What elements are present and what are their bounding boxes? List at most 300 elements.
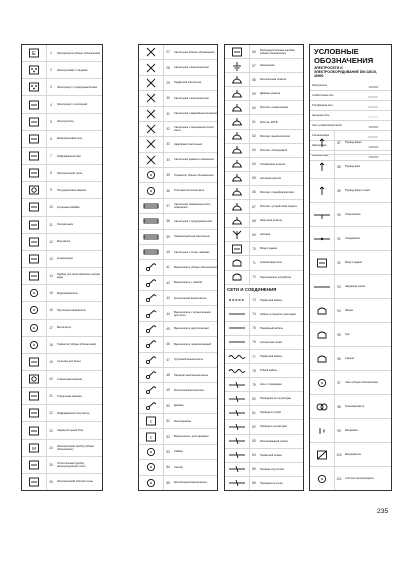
circle-line-icon (22, 302, 47, 318)
battery-icon (310, 419, 335, 442)
symbol-row (22, 62, 102, 79)
legend-subtitle: ЭЛЕКТРОСЕТИ И ЭЛЕКТРООБОРУДОВАНИЕ DIN 18015, 40900 (314, 66, 377, 78)
symbol-number: 45 (166, 326, 170, 331)
symbol-number: 17 (49, 325, 53, 330)
symbol-row (139, 168, 217, 183)
line-wave-icon (225, 364, 250, 377)
svg-text:t: t (150, 434, 152, 440)
symbol-label: Аккумуляторный блок (57, 429, 84, 433)
switch-icon (139, 291, 164, 305)
symbol-row (310, 155, 391, 179)
symbol-number: 27 (166, 50, 170, 55)
symbol-number: 33 (166, 142, 170, 147)
symbol-number: 15 (49, 291, 53, 296)
symbol-label: Морозилка (57, 240, 71, 244)
symbol-table-3 (225, 45, 303, 490)
symbol-number: 83 (252, 439, 256, 444)
line-dash-icon (225, 294, 250, 307)
svg-text:M: M (32, 445, 36, 451)
symbol-label: Провод вниз (345, 165, 361, 168)
line-icon (225, 322, 250, 335)
symbol-row (310, 443, 391, 467)
symbol-row (225, 59, 303, 73)
symbol-label: Выключатель двухполюсный (174, 327, 209, 331)
symbol-label: Аварийный светильник (174, 142, 202, 146)
symbol-number: 87 (337, 140, 341, 145)
symbol-number: 12 (49, 239, 53, 244)
symbol-label: Вход в здание (260, 247, 278, 251)
symbol-number: 5 (50, 119, 52, 124)
symbol-label: Провод вверх (345, 141, 362, 144)
speaker-icon (225, 256, 250, 269)
line-slash-icon (225, 435, 250, 448)
symbol-label: Розетка с блокировкой (260, 148, 288, 152)
symbol-column-2 (138, 44, 218, 491)
symbol-row (139, 153, 217, 168)
dimmer-icon (139, 399, 164, 413)
symbol-row (22, 96, 102, 113)
symbol-row (225, 101, 303, 115)
ground-icon (225, 59, 250, 72)
box-half-icon (22, 96, 47, 112)
symbol-number: 20 (49, 377, 53, 382)
symbol-row (22, 131, 102, 148)
symbol-number: 63 (252, 148, 256, 153)
symbol-row (225, 392, 303, 406)
box-snow-icon (22, 217, 47, 233)
symbol-number: 92 (337, 260, 341, 265)
symbol-row (22, 114, 102, 131)
symbol-row (225, 115, 303, 129)
symbol-row (225, 435, 303, 449)
symbol-number: 100 (336, 452, 342, 457)
symbol-row (139, 368, 217, 383)
symbol-number: 28 (166, 65, 170, 70)
symbol-row (139, 45, 217, 60)
symbol-label: Провода в штукатурке (260, 425, 287, 429)
symbol-label: Трансформатор (345, 405, 365, 408)
symbol-number: 97 (337, 380, 341, 385)
symbol-label: Водонагреватель (57, 291, 78, 295)
symbol-label: Проводка по стене (260, 481, 283, 485)
symbol-label: Подвесной кабель (260, 355, 283, 359)
symbol-number: 71 (252, 260, 256, 265)
symbol-number: 42 (166, 280, 170, 285)
line-slash-icon (225, 449, 250, 462)
symbol-label: Вентилятор (57, 326, 72, 330)
circle-dot-icon (139, 460, 164, 474)
symbol-number: 70 (252, 246, 256, 251)
symbol-row (22, 405, 102, 422)
symbol-label: Светильник с пятью лампами (174, 250, 210, 254)
arrow-up-icon (310, 131, 335, 154)
symbol-row (310, 371, 391, 395)
box-circle-icon (22, 182, 47, 198)
symbol-row (139, 414, 217, 429)
transformer-icon (310, 395, 335, 418)
section-heading-networks: СЕТИ И СОЕДИНЕНИЯ (227, 286, 277, 292)
symbol-label: Инфракрасный излучатель (57, 411, 90, 415)
symbol-number: 53 (166, 449, 170, 454)
symbol-row (139, 429, 217, 444)
symbol-label: Розетка с трансформатором (260, 190, 295, 194)
symbol-number: 66 (252, 190, 256, 195)
bell-icon (310, 299, 335, 322)
symbol-number: 16 (49, 308, 53, 313)
symbol-label: Светильник с выключателем (174, 96, 209, 100)
symbol-number: 82 (252, 424, 256, 429)
symbol-label: Электрошкаф с гнёздами (57, 68, 88, 72)
legend-label: Электросеть (312, 84, 328, 87)
symbol-row (225, 87, 303, 101)
socket-icon (225, 73, 250, 86)
socket-icon (225, 115, 250, 128)
symbol-label: Кухонный комбайн (57, 205, 80, 209)
lamp-x-icon (139, 45, 164, 59)
symbol-label: Гибкий кабель (260, 369, 278, 373)
symbol-row (139, 122, 217, 137)
siren-icon (310, 347, 335, 370)
symbol-label: Сирена (345, 357, 355, 360)
symbol-row (139, 76, 217, 91)
symbol-label: Светильник с выключателем (174, 66, 209, 70)
symbol-row (139, 199, 217, 214)
symbol-number: 21 (49, 394, 53, 399)
symbol-row (22, 182, 102, 199)
line-slash-icon (225, 392, 250, 405)
socket-icon (225, 172, 250, 185)
symbol-row (310, 347, 391, 371)
spot-icon (139, 183, 164, 197)
symbol-number: 13 (49, 256, 53, 261)
symbol-number: 84 (252, 453, 256, 458)
symbol-label: Инфракрасный свет (57, 154, 82, 158)
legend-label: Сеть громкоговорителей (312, 124, 342, 127)
arrow-down-icon (310, 155, 335, 178)
symbol-row (310, 203, 391, 227)
symbol-row (139, 306, 217, 321)
circle-icon (22, 285, 47, 301)
symbol-row (225, 364, 303, 378)
symbol-label: Антенная розетка (260, 176, 282, 180)
symbol-number: 23 (49, 428, 53, 433)
symbol-number: 8 (50, 171, 52, 176)
legend-label: Телефонная сеть (312, 104, 333, 107)
symbol-label: Электрический прибор (общее обозначение) (57, 444, 94, 451)
switch-icon (139, 353, 164, 367)
box-dryer-icon (22, 354, 47, 370)
box-grill-icon (22, 165, 47, 181)
symbol-row (22, 337, 102, 354)
symbol-number: 52 (166, 434, 170, 439)
box-dot-icon (225, 45, 250, 58)
symbol-row (22, 354, 102, 371)
symbol-row (310, 395, 391, 419)
lamp-x-icon (139, 107, 164, 121)
socket-icon (225, 214, 250, 227)
symbol-label: Звонок (345, 309, 354, 312)
symbol-row (22, 422, 102, 439)
symbol-label: Электрический обогрев стены (57, 480, 94, 484)
symbol-number: 29 (166, 80, 170, 85)
circle-dot-icon (139, 445, 164, 459)
legend-label: Антенная сеть (312, 114, 330, 117)
lamp-x-icon (139, 122, 164, 136)
symbol-number: 26 (49, 479, 53, 484)
symbol-label: Электрощиты (общее обозначение) (57, 51, 101, 55)
symbol-row (225, 350, 303, 364)
symbol-number: 51 (166, 419, 170, 424)
symbol-row (225, 463, 303, 477)
symbol-label: Светильник с аварийным питанием (174, 112, 217, 116)
box-t-icon (139, 414, 164, 428)
symbol-label: Провода в трубах (260, 411, 282, 415)
symbol-label: Выключатель с лампой (174, 281, 203, 285)
symbol-number: 44 (166, 311, 170, 316)
tube-icon (139, 214, 164, 228)
symbol-row (310, 467, 391, 490)
symbol-label: Громкоговоритель (260, 261, 282, 265)
box-heat-icon (22, 457, 47, 473)
symbol-number: 4 (50, 102, 52, 107)
symbol-label: Выключатель переключающий (174, 342, 212, 346)
svg-text:t: t (150, 419, 152, 425)
symbol-number: 78 (252, 368, 256, 373)
symbol-label: Посудомоечная машина (57, 188, 87, 192)
symbol-label: Проточный нагреватель (57, 308, 86, 312)
symbol-number: 76 (252, 340, 256, 345)
symbol-label: Провода под полом (260, 467, 284, 471)
box-ir-icon (22, 148, 47, 164)
symbol-label: Прожектор (общее обозначение) (174, 173, 214, 177)
symbol-number: 2 (50, 68, 52, 73)
switch-icon (139, 322, 164, 336)
line-slash-icon (225, 378, 250, 391)
symbol-row (139, 445, 217, 460)
symbol-number: 40 (166, 250, 170, 255)
symbol-row (225, 200, 303, 214)
symbol-row (225, 144, 303, 158)
switch-icon (139, 368, 164, 382)
symbol-label: Светильник с переменной силой света (174, 126, 214, 133)
symbol-number: 22 (49, 411, 53, 416)
symbol-number: 48 (166, 373, 170, 378)
symbol-row (139, 353, 217, 368)
symbol-number: 39 (166, 234, 170, 239)
symbol-row (22, 268, 102, 285)
rectifier-icon (310, 443, 335, 466)
symbol-row (225, 449, 303, 463)
symbol-label: Светильник (общее обозначение) (174, 50, 215, 54)
symbol-row (139, 183, 217, 198)
symbol-row (22, 79, 102, 96)
symbol-row (139, 460, 217, 475)
symbol-label: Двойная розетка (260, 92, 281, 96)
symbol-number: 80 (252, 396, 256, 401)
symbol-table-2 (139, 45, 217, 490)
symbol-row (139, 107, 217, 122)
socket-icon (225, 158, 250, 171)
intercom-icon (225, 271, 250, 284)
symbol-label: Соединение (345, 237, 360, 240)
symbol-number: 64 (252, 162, 256, 167)
symbol-label: Контрольный выключатель (174, 296, 207, 300)
line-icon (310, 275, 335, 298)
symbol-label: Заземление (260, 64, 275, 68)
box-heater-icon (22, 268, 47, 284)
symbol-label: Сеть с проводами (260, 383, 282, 387)
symbol-number: 43 (166, 296, 170, 301)
socket-icon (225, 130, 250, 143)
symbol-label: Розетка с заземлением (260, 106, 289, 110)
symbol-number: 19 (49, 359, 53, 364)
symbol-row (225, 406, 303, 420)
symbol-label: Подвесной светильник (174, 81, 202, 85)
symbol-row (139, 383, 217, 398)
svg-text:E: E (32, 51, 36, 58)
symbol-label: Переговорное устройство (260, 275, 292, 279)
symbol-number: 56 (252, 49, 256, 54)
box-m-icon (22, 440, 47, 456)
symbol-row (22, 320, 102, 337)
symbol-row (225, 256, 303, 270)
tube-icon (139, 199, 164, 213)
tube-icon (139, 230, 164, 244)
symbol-row (225, 172, 303, 186)
switch-icon (139, 383, 164, 397)
symbol-number: 24 (49, 445, 53, 450)
socket-icon (225, 87, 250, 100)
symbol-number: 74 (252, 312, 256, 317)
symbol-row (22, 199, 102, 216)
clock-icon (310, 371, 335, 394)
box-e-icon (22, 45, 47, 61)
symbol-row (310, 419, 391, 443)
symbol-row (310, 131, 391, 155)
symbol-number: 50 (166, 403, 170, 408)
symbol-label: Подвесной кабель (260, 298, 283, 302)
symbol-row (225, 477, 303, 490)
symbol-row (225, 228, 303, 242)
symbol-row (310, 323, 391, 347)
symbol-label: Кнопочный выключатель (174, 388, 204, 392)
box-battery-icon (22, 422, 47, 438)
symbol-row (139, 137, 217, 152)
symbol-label: Светильник люминесцентного освещения (174, 202, 211, 209)
symbol-label: Наружная линия (345, 285, 366, 288)
lamp-x-icon (139, 76, 164, 90)
symbol-row (310, 275, 391, 299)
symbol-row (22, 234, 102, 251)
symbol-number: 62 (252, 134, 256, 139)
socket-icon (225, 186, 250, 199)
symbol-number: 89 (337, 188, 341, 193)
socket-icon (225, 101, 250, 114)
symbol-label: Диммер (174, 404, 184, 408)
symbol-label: Термостат (общее обозначение) (57, 343, 97, 347)
symbol-label: Гладильная машина (57, 394, 82, 398)
symbol-row (22, 440, 102, 457)
symbol-number: 67 (252, 204, 256, 209)
box-wall-icon (22, 474, 47, 490)
socket-icon (225, 200, 250, 213)
symbol-row (310, 251, 391, 275)
symbol-number: 49 (166, 388, 170, 393)
symbol-number: 31 (166, 111, 170, 116)
symbol-row (22, 371, 102, 388)
symbol-label: Светильник с предохранителем (174, 219, 213, 223)
symbol-number: 61 (252, 120, 256, 125)
symbol-number: 57 (252, 63, 256, 68)
symbol-label: Штепсельная розетка (260, 78, 287, 82)
symbol-row (225, 271, 303, 285)
symbol-number: 38 (166, 219, 170, 224)
symbol-number: 10 (49, 205, 53, 210)
symbol-row (22, 285, 102, 302)
symbol-number: 85 (252, 467, 256, 472)
box-dots-icon (22, 79, 47, 95)
symbol-row (22, 148, 102, 165)
symbol-row (139, 60, 217, 75)
symbol-number: 94 (337, 308, 341, 313)
symbol-number: 32 (166, 127, 170, 132)
symbol-row (310, 227, 391, 251)
box-arrow-icon (310, 251, 335, 274)
symbol-label: Гонг (345, 333, 351, 336)
symbol-row (22, 217, 102, 234)
branch-icon (310, 203, 335, 226)
symbol-number: 6 (50, 136, 52, 141)
symbol-number: 34 (166, 157, 170, 162)
symbol-number: 72 (252, 275, 256, 280)
symbol-row (22, 251, 102, 268)
socket-icon (225, 144, 250, 157)
symbol-column-4 (309, 44, 392, 491)
symbol-table-4 (310, 131, 391, 490)
box-wave-icon (22, 131, 47, 147)
symbol-number: 81 (252, 410, 256, 415)
dot-icon (310, 227, 335, 250)
antenna-icon (225, 228, 250, 241)
bell-icon (310, 323, 335, 346)
symbol-label: Розетка, 380 В (260, 120, 278, 124)
tube-icon (139, 245, 164, 259)
legend-label: Заземление (312, 144, 327, 147)
symbol-number: 73 (252, 298, 256, 303)
symbol-label: Вход в здание (345, 261, 363, 264)
symbol-row (139, 399, 217, 414)
box-snow-icon (22, 234, 47, 250)
projector-icon (139, 168, 164, 182)
box-lines-icon (22, 114, 47, 130)
symbol-label: Выключатель, реле времени (174, 435, 209, 439)
symbol-number: 79 (252, 382, 256, 387)
symbol-row (225, 45, 303, 59)
symbol-row (22, 457, 102, 474)
symbol-label: Антенна (260, 233, 271, 237)
symbol-label: Защитная розетка (260, 219, 282, 223)
legend-label: Молниеотвод (312, 154, 329, 157)
symbol-row (225, 322, 303, 336)
lamp-x-icon (139, 137, 164, 151)
symbol-label: Реле времени (174, 419, 192, 423)
symbol-row (22, 474, 102, 490)
symbol-row (139, 214, 217, 229)
box-iron-icon (22, 388, 47, 404)
symbol-row (225, 308, 303, 322)
symbol-row (22, 45, 102, 62)
box-snow-icon (22, 251, 47, 267)
